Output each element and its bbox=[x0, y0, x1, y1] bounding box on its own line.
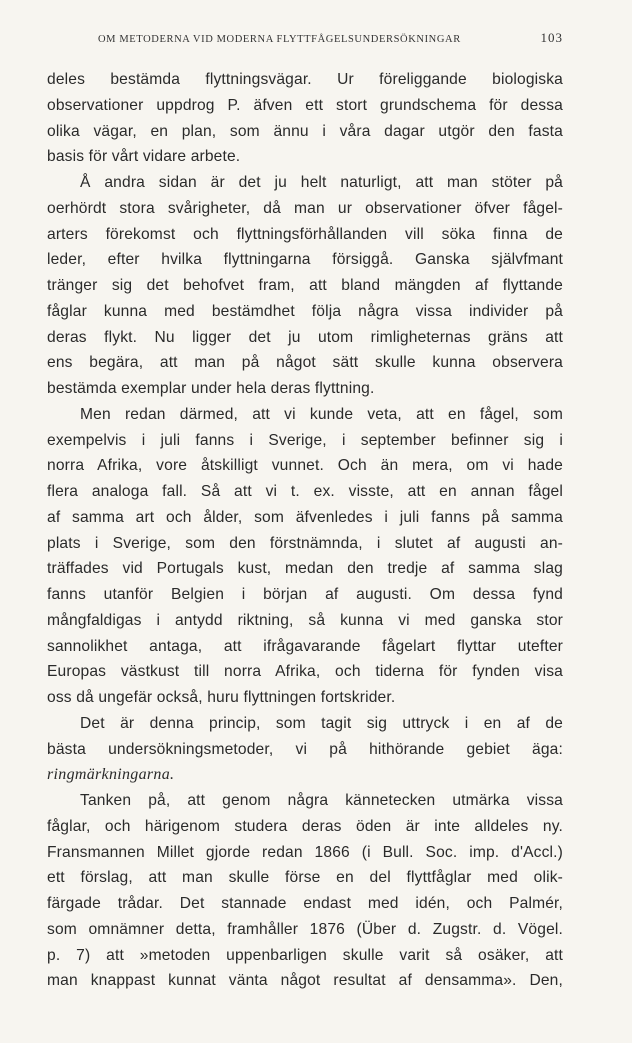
text-line: ett förslag, att man skulle förse en del flyttfåglar med olik- bbox=[47, 869, 563, 887]
text-line: fanns utanför Belgien i början af augusti. Om dessa fynd bbox=[47, 586, 563, 603]
text-line: träffades vid Portugals kust, medan den tredje af samma slag bbox=[47, 560, 563, 578]
text-line: fåglar, och härigenom studera deras öden är inte alldeles ny. bbox=[47, 817, 563, 835]
text-line: mångfaldigas i antydd riktning, så kunna vi med ganska stor bbox=[47, 611, 563, 629]
body-text bbox=[47, 67, 563, 994]
text-line: plats i Sverige, som den förstnämnda, i slutet af augusti an- bbox=[47, 534, 563, 552]
text-line: af samma art och ålder, som äfvenledes i juli fanns på samma bbox=[47, 508, 563, 526]
text-line: leder, efter hvilka flyttningarna försiggå. Ganska självfmant bbox=[47, 251, 563, 269]
text-line: bestämda exemplar under hela deras flyttning. bbox=[47, 380, 375, 397]
emphasized-term: ringmärkningarna. bbox=[47, 766, 175, 784]
text-line: olika vägar, en plan, som ännu i våra dagar utgör den fasta bbox=[47, 122, 563, 140]
text-line: Det är denna princip, som tagit sig uttryck i en af de bbox=[80, 714, 563, 732]
text-line: deras flykt. Nu ligger det ju utom rimligheternas gräns att bbox=[47, 328, 563, 346]
text-line: flera analoga fall. Så att vi t. ex. visste, att en annan fågel bbox=[47, 483, 563, 500]
text-line: oss då ungefär också, huru flyttningen fortskrider. bbox=[47, 689, 396, 706]
text-line: observationer uppdrog P. äfven ett stort grundschema för dessa bbox=[47, 96, 563, 114]
text-line: ens begära, att man på något sätt skulle kunna observera bbox=[47, 354, 563, 372]
text-line: Fransmannen Millet gjorde redan 1866 (i Bull. Soc. imp. d'Accl.) bbox=[47, 843, 563, 861]
text-line: tränger sig det behofvet fram, att bland mängden af flyttande bbox=[47, 277, 563, 294]
text-line: norra Afrika, vore åtskilligt vunnet. Och än mera, om vi hade bbox=[47, 457, 563, 475]
text-line: Å andra sidan är det ju helt naturligt, att man stöter på bbox=[80, 174, 563, 191]
running-head bbox=[98, 30, 563, 52]
text-line: oerhördt stora svårigheter, då man ur observationer öfver fågel- bbox=[47, 199, 563, 217]
page-number: 103 bbox=[540, 30, 563, 45]
text-line: bästa undersökningsmetoder, vi på hithörande gebiet äga: bbox=[47, 740, 563, 758]
text-line: exempelvis i juli fanns i Sverige, i september befinner sig i bbox=[47, 431, 563, 449]
text-line: deles bestämda flyttningsvägar. Ur föreliggande biologiska bbox=[47, 71, 563, 88]
text-line: Men redan därmed, att vi kunde veta, att en fågel, som bbox=[80, 405, 563, 423]
text-line: basis för vårt vidare arbete. bbox=[47, 148, 241, 166]
running-head-title: OM METODERNA VID MODERNA FLYTTFÅGELSUNDERSÖKNINGAR bbox=[98, 34, 461, 45]
text-line: fåglar kunna med bestämdhet följa några vissa individer på bbox=[47, 302, 563, 320]
text-line: man knappast kunnat vänta något resultat af densamma». Den, bbox=[47, 972, 563, 990]
book-page bbox=[47, 30, 563, 994]
text-line: Tanken på, att genom några kännetecken utmärka vissa bbox=[80, 792, 563, 809]
text-line: som omnämner detta, framhåller 1876 (Über d. Zugstr. d. Vögel. bbox=[47, 920, 563, 938]
text-line: färgade trådar. Det stannade endast med idén, och Palmér, bbox=[47, 895, 563, 912]
text-line: arters förekomst och flyttningsförhållanden vill söka finna de bbox=[47, 225, 563, 243]
text-line: p. 7) att »metoden uppenbarligen skulle varit så osäker, att bbox=[47, 946, 563, 964]
text-line: Europas västkust till norra Afrika, och tiderna för fynden visa bbox=[47, 663, 563, 681]
text-line: sannolikhet antaga, att ifrågavarande fågelart flyttar utefter bbox=[47, 637, 563, 655]
